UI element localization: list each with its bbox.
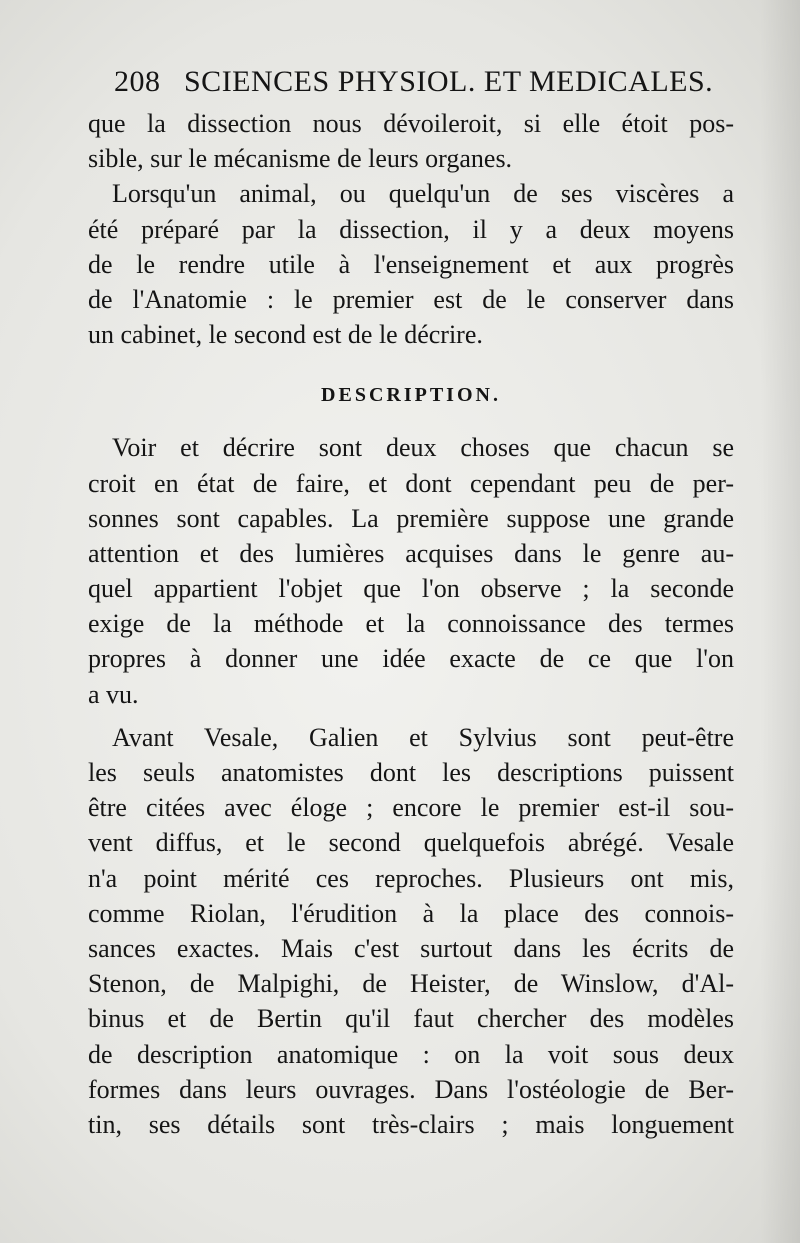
paragraph <box>88 176 734 352</box>
page-number: 208 <box>114 65 161 98</box>
text-line: que la dissection nous dévoileroit, si elle étoit pos- <box>88 109 734 138</box>
text-line: quel appartient l'objet que l'on observe ; la seconde <box>88 574 734 604</box>
running-head: SCIENCES PHYSIOL. ET MEDICALES. <box>184 65 714 98</box>
text-line: vent diffus, et le second quelquefois abrégé. Vesale <box>88 828 734 858</box>
text-line: être citées avec éloge ; encore le premier est-il sou- <box>88 793 734 823</box>
section-title: DESCRIPTION. <box>321 384 501 407</box>
page-header <box>88 62 734 106</box>
paragraph <box>88 720 734 1142</box>
paragraph <box>88 430 734 712</box>
paragraph-continued <box>88 106 734 176</box>
text-line: attention et des lumières acquises dans le genre au- <box>88 538 734 568</box>
page-edge-shadow <box>760 0 800 1243</box>
text-line: les seuls anatomistes dont les descriptions puissent <box>88 758 734 787</box>
text-line: sances exactes. Mais c'est surtout dans les écrits de <box>88 933 734 963</box>
text-line: tin, ses détails sont très-clairs ; mais longuement <box>88 1109 734 1139</box>
text-line: de le rendre utile à l'enseignement et aux progrès <box>88 249 734 279</box>
text-line: n'a point mérité ces reproches. Plusieurs ont mis, <box>88 863 734 893</box>
text-line: formes dans leurs ouvrages. Dans l'ostéologie de Ber- <box>88 1074 734 1104</box>
text-line: a vu. <box>88 679 139 709</box>
text-line: sonnes sont capables. La première suppose une grande <box>88 503 734 533</box>
text-line: été préparé par la dissection, il y a deux moyens <box>88 214 734 244</box>
page-text <box>88 62 734 1142</box>
text-line: Stenon, de Malpighi, de Heister, de Winslow, d'Al- <box>88 969 734 999</box>
text-line: Avant Vesale, Galien et Sylvius sont peut-être <box>112 722 734 752</box>
text-line: de l'Anatomie : le premier est de le conserver dans <box>88 284 734 314</box>
text-line: comme Riolan, l'érudition à la place des connois- <box>88 898 734 928</box>
text-line: croit en état de faire, et dont cependant peu de per- <box>88 468 734 498</box>
text-line: Lorsqu'un animal, ou quelqu'un de ses viscères a <box>112 179 734 209</box>
text-line: propres à donner une idée exacte de ce que l'on <box>88 644 734 674</box>
text-line: un cabinet, le second est de le décrire. <box>88 320 483 350</box>
text-line: binus et de Bertin qu'il faut chercher des modèles <box>88 1004 734 1034</box>
text-line: exige de la méthode et la connoissance des termes <box>88 609 734 639</box>
text-line: Voir et décrire sont deux choses que chacun se <box>112 433 734 463</box>
paragraph-gap <box>88 712 734 720</box>
text-line: de description anatomique : on la voit sous deux <box>88 1039 734 1069</box>
text-line: sible, sur le mécanisme de leurs organes. <box>88 144 513 174</box>
